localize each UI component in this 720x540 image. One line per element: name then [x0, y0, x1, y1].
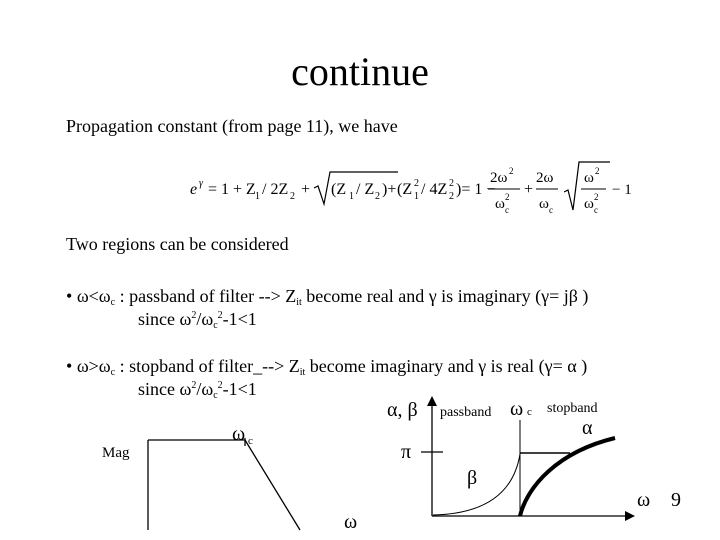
frac1-den-sub: c — [505, 205, 509, 215]
mag-rolloff — [245, 440, 300, 530]
eq-s5: 1 — [414, 191, 419, 202]
since-sub: c — [213, 390, 218, 401]
stopband-label: stopband — [547, 401, 598, 416]
ab-x-arrow — [625, 511, 635, 521]
eq-part2: / 2Z — [262, 181, 289, 198]
frac3-minus-one: − 1 — [612, 182, 632, 198]
ab-omega-label: ω — [637, 489, 651, 511]
ab-y-arrow — [427, 396, 437, 406]
mag-wc-sub: c — [248, 435, 253, 447]
bullet-dot: • — [66, 356, 73, 376]
since-sup1: 2 — [191, 380, 197, 391]
page-number: 9 — [671, 489, 681, 511]
frac2-den-sub: c — [549, 205, 553, 215]
alpha-curve — [520, 438, 615, 516]
frac1-den: ω — [495, 196, 505, 212]
eq-lhs-exp: γ — [199, 178, 203, 189]
z-sub: it — [296, 297, 302, 308]
alpha-label: α — [582, 417, 593, 439]
since-a: since ω — [138, 379, 192, 399]
eq-part7: (Z — [397, 181, 413, 198]
eq-s1: 1 — [255, 191, 260, 202]
stopband-text: : stopband of filter_--> Z — [115, 356, 300, 376]
bullet-dot: • — [66, 286, 73, 306]
intro-text: Propagation constant (from page 11), we have — [66, 116, 398, 136]
frac2-den: ω — [539, 196, 549, 212]
beta-label: β — [467, 467, 478, 489]
eq-s6: 2 — [449, 191, 454, 202]
alpha-beta-graph — [385, 392, 720, 540]
passband-since-line — [138, 309, 257, 331]
frac3-den: ω — [584, 196, 594, 212]
eq-part5: / Z — [356, 181, 375, 198]
eq-s3: 1 — [349, 191, 354, 202]
eq-lhs: e — [190, 181, 198, 198]
passband-condition: ω<ω — [76, 286, 111, 306]
frac3-den-sub: c — [594, 205, 598, 215]
bullet-stopband — [66, 356, 587, 378]
pi-label: π — [401, 441, 412, 463]
bullet-passband — [66, 286, 588, 308]
passband-text-2: become real and γ is imaginary (γ= jβ ) — [301, 286, 589, 306]
frac2-num: 2ω — [536, 170, 554, 186]
magnitude-graph — [90, 410, 390, 540]
stopband-since-line — [138, 379, 257, 401]
since-b: /ω — [196, 309, 214, 329]
since-c: -1<1 — [222, 309, 257, 329]
ab-wc-label: ω — [510, 398, 524, 420]
since-sup1: 2 — [191, 310, 197, 321]
frac3-num-sup: 2 — [595, 166, 600, 176]
stopband-text-2: become imaginary and γ is real (γ= α ) — [305, 356, 588, 376]
cond-sub: c — [110, 367, 116, 378]
frac3-den-sup: 2 — [594, 192, 599, 202]
eq-sup5: 2 — [414, 178, 419, 189]
since-sup2: 2 — [217, 310, 223, 321]
regions-heading: Two regions can be considered — [66, 234, 289, 254]
eq-part4: (Z — [331, 181, 347, 198]
eq-s4: 2 — [375, 191, 380, 202]
propagation-equation-sqrt — [564, 158, 720, 222]
frac1-num: 2ω — [490, 170, 508, 186]
mag-wc-label: ω — [232, 423, 246, 445]
frac1-num-sup: 2 — [509, 166, 514, 176]
frac1-den-sup: 2 — [505, 192, 510, 202]
eq-part8: / 4Z — [421, 181, 448, 198]
z-sub: it — [299, 367, 306, 378]
since-b: /ω — [196, 379, 214, 399]
eq-part3: + — [301, 181, 311, 198]
slide-title: continue — [291, 49, 429, 94]
ab-y-label: α, β — [387, 399, 418, 421]
eq-s2: 2 — [290, 191, 295, 202]
eq-part9: )= 1 − — [456, 181, 496, 198]
eq-sup6: 2 — [449, 178, 454, 189]
cond-sub: c — [110, 297, 116, 308]
since-sup2: 2 — [217, 380, 223, 391]
mag-omega-label: ω — [344, 511, 358, 533]
eq-part1: = 1 + Z — [208, 181, 256, 198]
stopband-condition: ω>ω — [76, 356, 111, 376]
mag-label: Mag — [102, 445, 130, 461]
eq-part6: )+ — [382, 181, 397, 198]
since-a: since ω — [138, 309, 192, 329]
since-c: -1<1 — [222, 379, 257, 399]
ab-wc-sub: c — [527, 406, 532, 418]
passband-text: : passband of filter --> Z — [115, 286, 297, 306]
passband-label: passband — [440, 405, 492, 420]
frac3-num: ω — [584, 170, 594, 186]
eq-plus: + — [524, 181, 534, 198]
since-sub: c — [213, 320, 218, 331]
